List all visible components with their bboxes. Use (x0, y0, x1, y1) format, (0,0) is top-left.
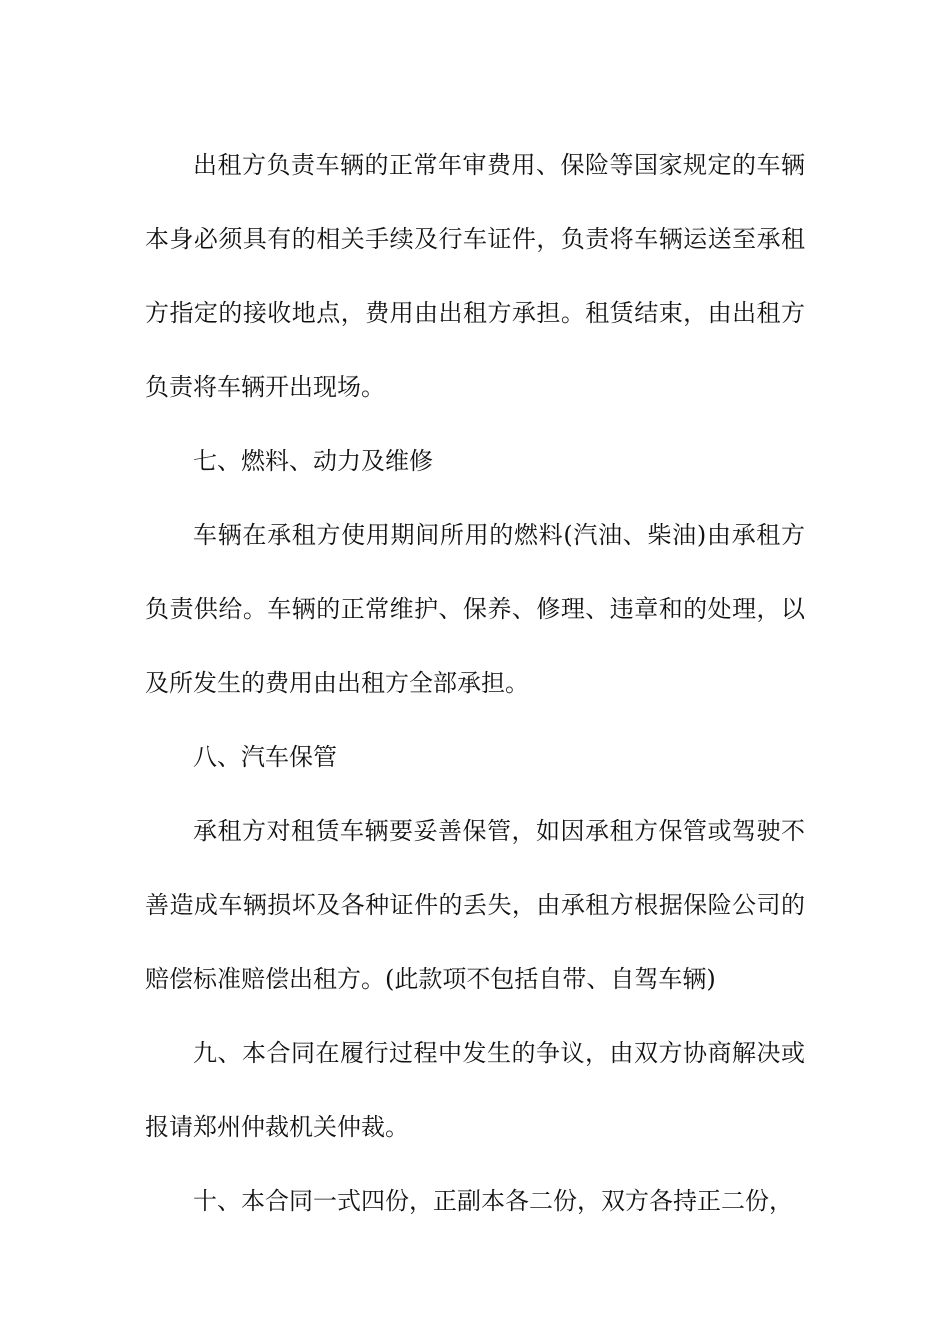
paragraph-copies: 十、本合同一式四份，正副本各二份，双方各持正二份， (193, 1187, 793, 1215)
paragraph-dispute-resolution: 九、本合同在履行过程中发生的争议，由双方协商解决或报请郑州仲裁机关仲裁。 (145, 1039, 805, 1141)
paragraph-fuel-maintenance: 车辆在承租方使用期间所用的燃料(汽油、柴油)由承租方负责供给。车辆的正常维护、保养、修理、违章和的处理，以及所发生的费用由出租方全部承担。 (145, 521, 805, 697)
section-heading-fuel-maintenance: 七、燃料、动力及维修 (193, 447, 433, 475)
section-heading-vehicle-custody: 八、汽车保管 (193, 743, 337, 771)
paragraph-vehicle-custody: 承租方对租赁车辆要妥善保管，如因承租方保管或驾驶不善造成车辆损坏及各种证件的丢失，由承租方根据保险公司的赔偿标准赔偿出租方。(此款项不包括自带、自驾车辆) (145, 817, 805, 993)
paragraph-lessor-responsibilities: 出租方负责车辆的正常年审费用、保险等国家规定的车辆本身必须具有的相关手续及行车证件，负责将车辆运送至承租方指定的接收地点，费用由出租方承担。租赁结束，由出租方负责将车辆开出现场。 (145, 151, 805, 401)
document-body (145, 128, 805, 1238)
